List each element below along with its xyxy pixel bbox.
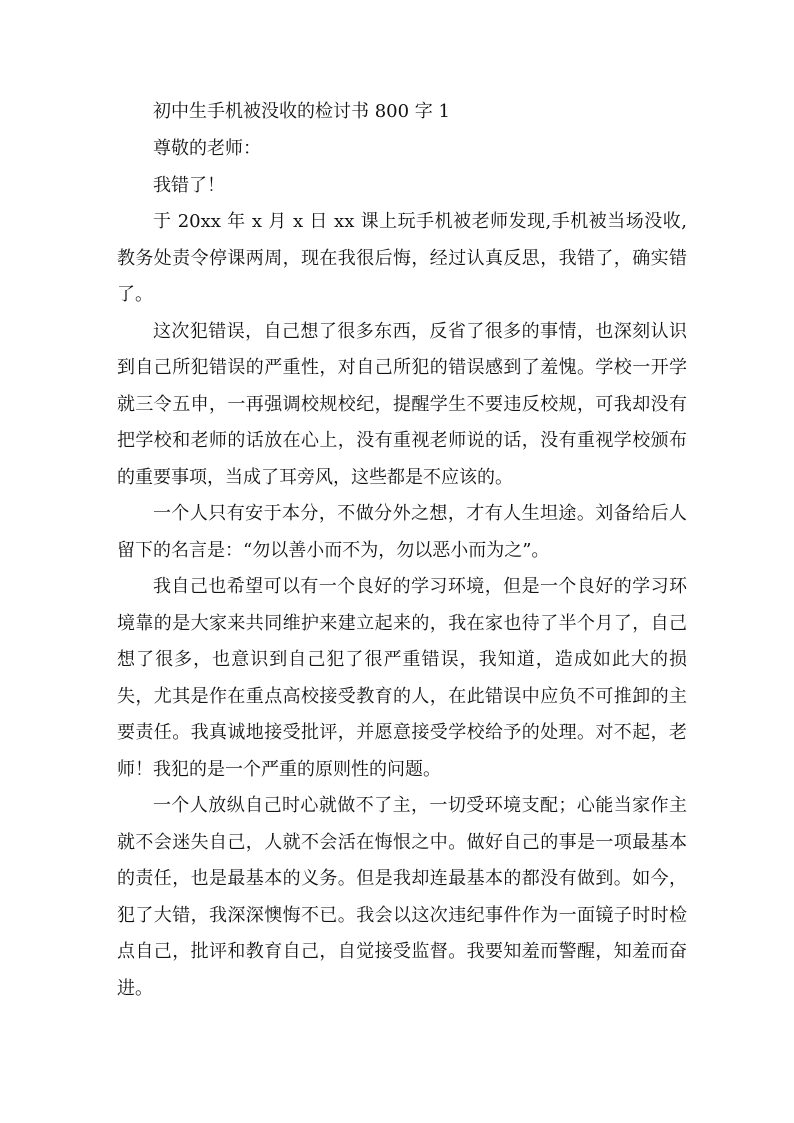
document-body <box>117 93 687 1007</box>
opening-line: 我错了！ <box>153 175 225 196</box>
paragraph: 于 20xx 年 x 月 x 日 xx 课上玩手机被老师发现,手机被当场没收,教务处责令停课两周，现在我很后悔，经过认真反思，我错了，确实错了。 <box>117 211 687 305</box>
document-title: 初中生手机被没收的检讨书 800 字 1 <box>153 101 450 122</box>
paragraph: 这次犯错误，自己想了很多东西，反省了很多的事情，也深刻认识到自己所犯错误的严重性，对自己所犯的错误感到了羞愧。学校一开学就三令五申，一再强调校规校纪，提醒学生不要违反校规，可我却没有把学校和老师的话放在心上，没有重视老师说的话，没有重视学校颁布的重要事项，当成了耳旁风，这些都是不应该的。 <box>117 320 687 488</box>
salutation: 尊敬的老师： <box>153 138 261 159</box>
paragraph: 一个人放纵自己时心就做不了主，一切受环境支配；心能当家作主就不会迷失自己，人就不会活在悔恨之中。做好自己的事是一项最基本的责任，也是最基本的义务。但是我却连最基本的都没有做到。如今，犯了大错，我深深懊悔不已。我会以这次违纪事件作为一面镜子时时检点自己，批评和教育自己，自觉接受监督。我要知羞而警醒，知羞而奋进。 <box>117 795 687 999</box>
paragraph: 我自己也希望可以有一个良好的学习环境，但是一个良好的学习环境靠的是大家来共同维护来建立起来的，我在家也待了半个月了，自己想了很多，也意识到自己犯了很严重错误，我知道，造成如此大的损失，尤其是作在重点高校接受教育的人，在此错误中应负不可推卸的主要责任。我真诚地接受批评，并愿意接受学校给予的处理。对不起，老师！我犯的是一个严重的原则性的问题。 <box>117 576 687 780</box>
paragraph: 一个人只有安于本分，不做分外之想，才有人生坦途。刘备给后人留下的名言是：“勿以善小而不为，勿以恶小而为之”。 <box>117 503 687 561</box>
